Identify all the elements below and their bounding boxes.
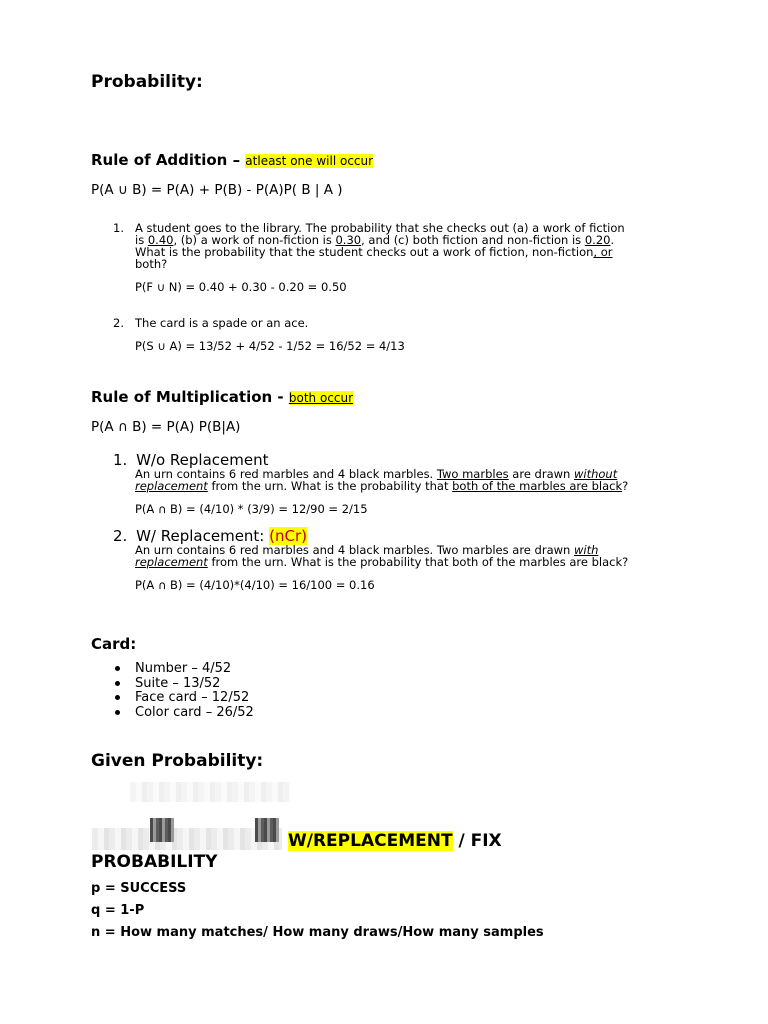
given-line-1 (288, 831, 502, 851)
blur-block (130, 782, 290, 802)
fix-text: / FIX (452, 831, 502, 851)
list-item: Number – 4/52 (135, 661, 232, 676)
multiplication-formula: P(A ∩ B) = P(A) P(B|A) (91, 419, 241, 435)
example-2-number: 2. (113, 316, 124, 330)
text-underlined: Two marbles (436, 467, 509, 481)
text: , and (c) both fiction and non-fiction is (361, 233, 585, 247)
text: from the urn. What is the probability that (207, 479, 453, 493)
n-definition: n = How many matches/ How many draws/How many samples (91, 925, 544, 940)
text: is (135, 233, 148, 247)
example-1-line-1: A student goes to the library. The probability that she checks out (a) a work of fiction (135, 221, 625, 235)
text: , (b) a work of non-fiction is (173, 233, 336, 247)
with-replacement-answer: P(A ∩ B) = (4/10)*(4/10) = 16/100 = 0.16 (135, 578, 375, 592)
text: . (610, 233, 615, 247)
text-underlined-italic: with (573, 543, 599, 557)
p-definition: p = SUCCESS (91, 881, 187, 896)
with-replacement-line-2 (135, 556, 628, 568)
list-item: Face card – 12/52 (135, 690, 250, 705)
text: are drawn (508, 467, 574, 481)
example-2-answer: P(S ∪ A) = 13/52 + 4/52 - 1/52 = 16/52 = 4/13 (135, 339, 405, 353)
text-underlined: 0.30 (335, 233, 362, 247)
list-item: Suite – 13/52 (135, 676, 221, 691)
ncr-tag: (nCr) (269, 527, 307, 545)
bullet-icon (115, 666, 120, 671)
without-replacement-answer: P(A ∩ B) = (4/10) * (3/9) = 12/90 = 2/15 (135, 502, 368, 516)
text: An urn contains 6 red marbles and 4 black marbles. (135, 467, 437, 481)
addition-heading-text: Rule of Addition – (91, 151, 241, 169)
example-1-line-4: both? (135, 257, 168, 271)
text: ? (622, 479, 629, 493)
text-underlined: , or (593, 245, 613, 259)
heading-text: W/ Replacement: (136, 527, 270, 545)
with-replacement-highlight: W/REPLACEMENT (288, 831, 453, 851)
text-underlined: 0.20 (584, 233, 611, 247)
bullet-icon (115, 681, 120, 686)
example-1-number: 1. (113, 221, 124, 235)
text-underlined: both of the marbles are black (452, 479, 623, 493)
example-1-answer: P(F ∪ N) = 0.40 + 0.30 - 0.20 = 0.50 (135, 280, 347, 294)
addition-heading (91, 151, 373, 169)
text: What is the probability that the student checks out a work of fiction, non-fiction (135, 245, 594, 259)
blur-dark-block (255, 818, 279, 842)
page-title: Probability: (91, 72, 203, 92)
blur-dark-block (150, 818, 174, 842)
card-heading: Card: (91, 635, 137, 653)
blur-block (92, 828, 282, 850)
text-underlined-italic: without (573, 467, 618, 481)
multiplication-heading (91, 388, 353, 406)
heading-text: W/o Replacement (136, 451, 269, 469)
text-underlined-italic: replacement (135, 555, 208, 569)
bullet-icon (115, 710, 120, 715)
bullet-icon (115, 695, 120, 700)
addition-formula: P(A ∪ B) = P(A) + P(B) - P(A)P( B | A ) (91, 182, 343, 198)
without-replacement-line-2 (135, 480, 628, 492)
addition-note: atleast one will occur (245, 154, 374, 168)
example-2-text: The card is a spade or an ace. (135, 316, 309, 330)
multiplication-heading-text: Rule of Multiplication - (91, 388, 284, 406)
text: An urn contains 6 red marbles and 4 black marbles. Two marbles are drawn (135, 543, 574, 557)
given-probability-heading: Given Probability: (91, 751, 264, 771)
list-number: 1. (113, 451, 128, 469)
text: from the urn. What is the probability that both of the marbles are black? (207, 555, 629, 569)
text-underlined: 0.40 (147, 233, 174, 247)
multiplication-note: both occur (288, 391, 354, 405)
probability-label: PROBABILITY (91, 852, 218, 872)
text-underlined-italic: replacement (135, 479, 208, 493)
q-definition: q = 1-P (91, 903, 145, 918)
list-item: Color card – 26/52 (135, 705, 254, 720)
example-1-line-3 (135, 246, 612, 258)
list-number: 2. (113, 527, 128, 545)
